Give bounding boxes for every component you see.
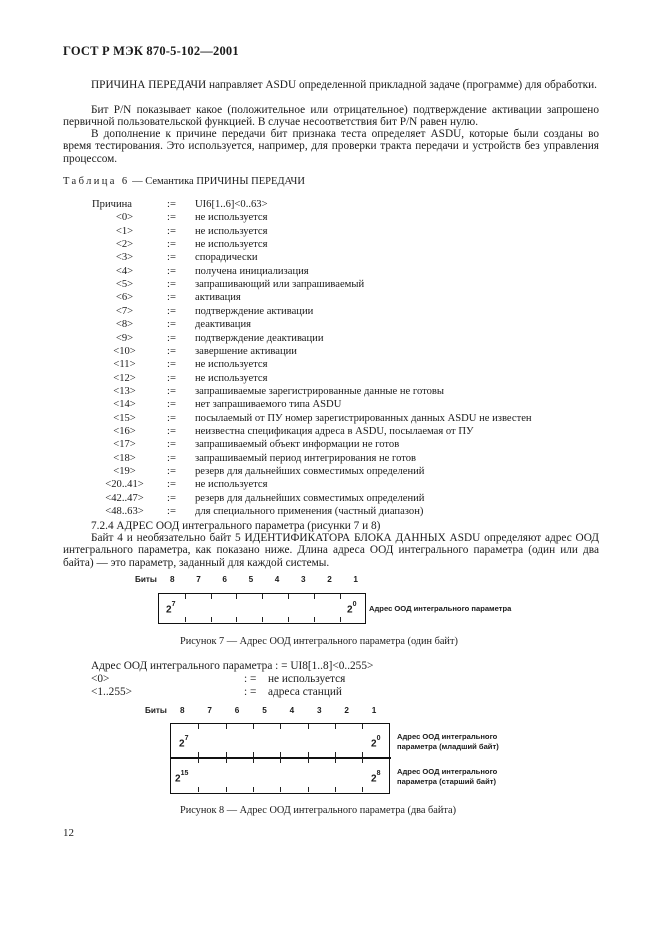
table-row [0, 453, 661, 466]
table-row [0, 359, 661, 372]
cause-code: <17> [113, 439, 136, 451]
assign-symbol: := [167, 319, 176, 331]
bit-tick [308, 758, 309, 763]
bit-tick [280, 724, 281, 729]
cause-code: <5> [115, 279, 134, 291]
table-row [0, 226, 661, 239]
definition-line: Адрес ООД интегрального параметра : = UI8[1..8]<0..255> [91, 660, 374, 672]
cause-description: не используется [195, 212, 268, 224]
page-number: 12 [63, 827, 74, 839]
cause-description: запрашиваемые зарегистрированные данные не готовы [195, 385, 445, 397]
cause-description: не используется [195, 372, 268, 384]
bit-tick [253, 758, 254, 763]
table-row [0, 252, 661, 265]
cause-description: спорадически [195, 252, 258, 264]
bit-tick [236, 594, 237, 599]
cause-description: не используется [195, 225, 268, 237]
assign-symbol: := [167, 385, 176, 397]
bit-tick [253, 752, 254, 757]
document-header: ГОСТ Р МЭК 870-5-102—2001 [63, 44, 239, 58]
cause-code: <12> [113, 372, 136, 384]
lsb-weight-low-byte: $2^0$ [371, 735, 381, 750]
table-row [0, 373, 661, 386]
assign-symbol: := [167, 399, 176, 411]
bit-tick [236, 617, 237, 622]
table-row [0, 306, 661, 319]
bits-label: Биты [145, 706, 167, 715]
bit-tick [362, 758, 363, 763]
assign-symbol: := [167, 239, 176, 251]
assign-symbol: := [167, 252, 176, 264]
lsb-weight-high-byte: $2^8$ [371, 770, 381, 785]
bit-number: 4 [289, 706, 295, 715]
cause-code: <18> [113, 452, 136, 464]
bit-number: 5 [262, 706, 267, 715]
bit-tick [198, 752, 199, 757]
bit-number: 2 [344, 706, 349, 715]
paragraph-test-bit: В дополнение к причине передачи бит признака теста определяет ASDU, которые были созданы во время тестирования. Это используется, например, для проверки тракта передачи и устройств без управления процессом. [63, 128, 599, 165]
msb-weight-high-byte: $2^{15}$ [175, 770, 189, 785]
cause-code: <11> [113, 359, 136, 371]
bit-tick [288, 594, 289, 599]
assign-symbol: := [167, 359, 176, 371]
bit-tick [185, 594, 186, 599]
table-row [0, 506, 661, 519]
bit-tick [340, 594, 341, 599]
bit-number: 5 [248, 575, 254, 584]
definition-eq: : = [244, 686, 257, 698]
bit-tick [335, 787, 336, 792]
bit-number: 3 [301, 575, 306, 584]
cause-code: <6> [115, 292, 134, 304]
cause-description: получена инициализация [195, 265, 309, 277]
bit-tick [308, 752, 309, 757]
assign-symbol: := [167, 506, 176, 518]
definition-desc: адреса станций [268, 686, 342, 698]
figure-8-caption: Рисунок 8 — Адрес ООД интегрального параметра (два байта) [180, 805, 456, 816]
cause-description: подтверждение деактивации [195, 332, 324, 344]
bit-tick [308, 724, 309, 729]
bit-number: 7 [196, 575, 201, 584]
cause-description: резерв для дальнейших совместимых определений [195, 466, 425, 477]
byte-label: Адрес ООД интегрального параметра [369, 604, 512, 613]
cause-description: не используется [195, 359, 268, 371]
table-row [0, 439, 661, 452]
bit-number: 6 [234, 706, 240, 715]
cause-code: <8> [115, 319, 134, 331]
assign-symbol: := [167, 439, 176, 451]
bit-tick [226, 752, 227, 757]
cause-code: <9> [115, 332, 134, 344]
cause-code: <15> [113, 412, 136, 424]
cause-code: <20..41> [105, 479, 144, 491]
assign-symbol: := [167, 225, 176, 237]
msb-weight-low-byte: $2^7$ [179, 735, 189, 750]
bit-tick [226, 787, 227, 792]
bit-tick [185, 617, 186, 622]
bit-tick [262, 594, 263, 599]
figure-7-caption: Рисунок 7 — Адрес ООД интегрального параметра (один байт) [180, 636, 458, 647]
cause-description: запрашиваемый период интегрирования не готов [195, 452, 417, 464]
assign-symbol: := [167, 425, 176, 437]
bit-tick [211, 594, 212, 599]
bit-tick [335, 758, 336, 763]
cause-code: <14> [113, 399, 136, 411]
cause-code: <3> [115, 252, 134, 264]
table-caption: Таблица 6 — Семантика ПРИЧИНЫ ПЕРЕДАЧИ [63, 176, 305, 187]
msb-weight: $2^7$ [166, 601, 176, 616]
cause-description: завершение активации [195, 345, 297, 357]
bit-tick [253, 787, 254, 792]
bit-tick [335, 724, 336, 729]
bit-number: 6 [222, 575, 227, 584]
assign-symbol: := [167, 305, 176, 317]
table-row [0, 399, 661, 412]
bit-tick [362, 787, 363, 792]
assign-symbol: := [167, 279, 176, 291]
bit-tick [335, 752, 336, 757]
table-row [0, 292, 661, 305]
table-row [0, 333, 661, 346]
cause-description: UI6[1..6]<0..63> [195, 199, 268, 210]
cause-code: <7> [115, 305, 134, 317]
bit-tick [198, 758, 199, 763]
bit-number: 1 [371, 706, 377, 715]
assign-symbol: := [167, 212, 176, 224]
low-byte-label: Адрес ООД интегрального параметра (младший байт) [397, 732, 499, 751]
cause-description: активация [195, 292, 241, 304]
paragraph-pn-bit: Бит P/N показывает какое (положительное или отрицательное) подтверждение активации запрошено первичной пользовательской функцией. В случае несоответствия бит P/N равен нулю. [63, 104, 599, 129]
bit-number: 4 [274, 575, 280, 584]
bit-tick [314, 594, 315, 599]
cause-code: <2> [115, 239, 134, 251]
assign-symbol: := [167, 412, 176, 424]
bit-number: 8 [170, 575, 175, 584]
cause-code: <1> [115, 225, 134, 237]
bit-tick [226, 724, 227, 729]
table-row [0, 199, 661, 212]
table-row [0, 212, 661, 225]
cause-code: <19> [113, 466, 136, 477]
table-row [0, 346, 661, 359]
assign-symbol: := [167, 452, 176, 464]
high-byte-label: Адрес ООД интегрального параметра (старший байт) [397, 767, 498, 786]
bit-tick [280, 787, 281, 792]
bit-number: 1 [353, 575, 358, 584]
bit-tick [211, 617, 212, 622]
bit-tick [280, 752, 281, 757]
section-heading: 7.2.4 АДРЕС ООД интегрального параметра (рисунки 7 и 8) [91, 520, 381, 532]
assign-symbol: := [167, 466, 176, 477]
cause-code: <10> [113, 345, 136, 357]
cause-code: <0> [115, 212, 134, 224]
cause-code: <48..63> [105, 506, 144, 518]
table-row [0, 239, 661, 252]
table-row [0, 266, 661, 279]
cause-description: нет запрашиваемого типа ASDU [195, 399, 342, 411]
bit-number: 7 [207, 706, 212, 715]
assign-symbol: := [167, 199, 176, 210]
table-row [0, 426, 661, 439]
bit-tick [262, 617, 263, 622]
assign-symbol: := [167, 479, 176, 491]
cause-code: <42..47> [105, 492, 144, 504]
cause-code: <4> [115, 265, 134, 277]
section-text: Байт 4 и необязательно байт 5 ИДЕНТИФИКАТОРА БЛОКА ДАННЫХ ASDU определяют адрес ООД интегрального параметра, как показано ниже. Длина адреса ООД интегрального параметра (один или два байта) — это параметр, заданный для каждой системы. [63, 532, 599, 569]
bit-tick [226, 758, 227, 763]
cause-description: подтверждение активации [195, 305, 314, 317]
bit-tick [340, 617, 341, 622]
assign-symbol: := [167, 372, 176, 384]
bit-tick [288, 617, 289, 622]
bit-tick [308, 787, 309, 792]
cause-code: <13> [113, 385, 136, 397]
assign-symbol: := [167, 265, 176, 277]
table-row [0, 386, 661, 399]
cause-description: резерв для дальнейших совместимых определений [195, 492, 425, 504]
bit-number: 3 [317, 706, 322, 715]
cause-description: посылаемый от ПУ номер зарегистрированных данных ASDU не известен [195, 412, 532, 424]
assign-symbol: := [167, 345, 176, 357]
cause-description: запрашивающий или запрашиваемый [195, 279, 365, 291]
bit-tick [362, 752, 363, 757]
definition-eq: : = [244, 673, 257, 685]
table-row [0, 493, 661, 506]
table-row [0, 466, 661, 479]
definition-code: <0> [91, 673, 110, 685]
bit-tick [253, 724, 254, 729]
cause-description: для специального применения (частный диапазон) [195, 506, 424, 518]
bit-tick [198, 787, 199, 792]
definition-desc: не используется [268, 673, 346, 685]
bit-tick [314, 617, 315, 622]
assign-symbol: := [167, 492, 176, 504]
assign-symbol: := [167, 292, 176, 304]
cause-code: Причина [92, 199, 132, 210]
bit-tick [362, 724, 363, 729]
cause-description: неизвестна спецификация адреса в ASDU, посылаемая от ПУ [195, 425, 474, 437]
table-row [0, 413, 661, 426]
cause-description: не используется [195, 239, 268, 251]
table-row [0, 479, 661, 492]
cause-description: деактивация [195, 319, 252, 331]
bits-label: Биты [135, 575, 157, 584]
cause-description: не используется [195, 479, 268, 491]
assign-symbol: := [167, 332, 176, 344]
table-row [0, 279, 661, 292]
bit-tick [280, 758, 281, 763]
cause-code: <16> [113, 425, 136, 437]
bit-number: 8 [180, 706, 185, 715]
table-row [0, 319, 661, 332]
cause-description: запрашиваемый объект информации не готов [195, 439, 400, 451]
lsb-weight: $2^0$ [347, 601, 357, 616]
bit-tick [198, 724, 199, 729]
paragraph-cause-purpose: ПРИЧИНА ПЕРЕДАЧИ направляет ASDU определенной прикладной задаче (программе) для обработки. [91, 79, 597, 91]
bit-number: 2 [327, 575, 332, 584]
definition-code: <1..255> [91, 686, 132, 698]
